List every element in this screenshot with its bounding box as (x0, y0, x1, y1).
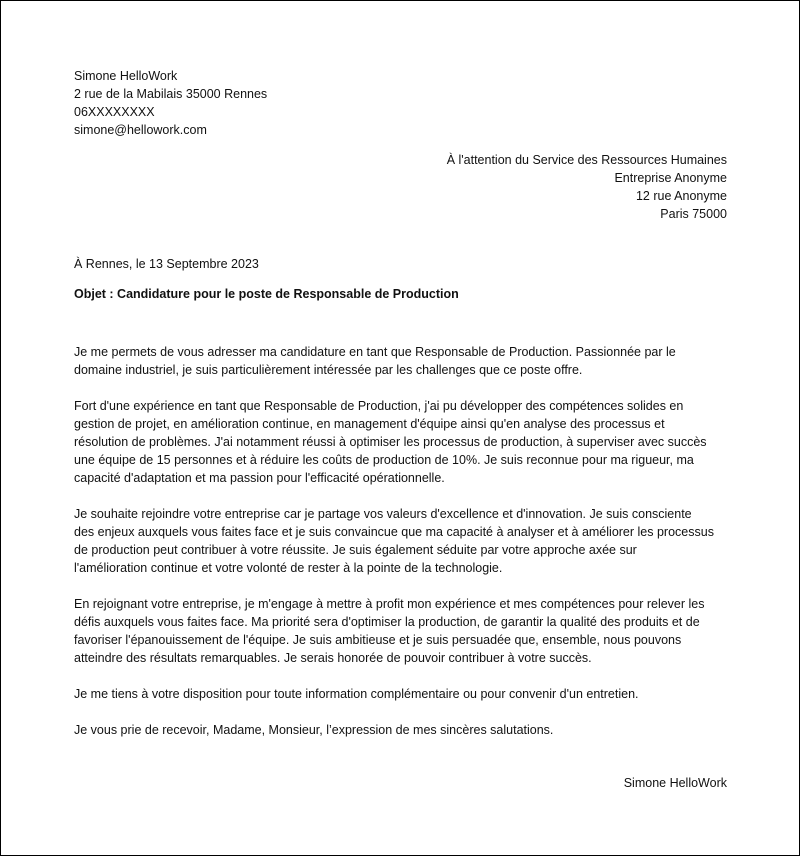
paragraph-line: favoriser l'épanouissement de l'équipe. Je suis ambitieuse et je suis persuadée que, ensemble, nous pouvons (74, 633, 682, 647)
paragraph-line: résolution de problèmes. J'ai notamment réussi à optimiser les processus de production, à superviser avec succès (74, 435, 707, 449)
recipient-company: Entreprise Anonyme (614, 171, 727, 185)
letter-signature: Simone HelloWork (623, 776, 727, 790)
sender-block (74, 67, 267, 139)
paragraph-line: des enjeux auxquels vous faites face et je suis convaincue que ma capacité à analyser et à améliorer les processus (74, 525, 714, 539)
recipient-city: Paris 75000 (660, 207, 727, 221)
sender-email: simone@hellowork.com (74, 123, 207, 137)
paragraph-line: capacité d'adaptation et ma passion pour l'efficacité opérationnelle. (74, 471, 445, 485)
paragraph-line: Je me tiens à votre disposition pour toute information complémentaire ou pour convenir d'un entretien. (74, 687, 639, 701)
paragraph-line: l'amélioration continue et votre volonté de rester à la pointe de la technologie. (74, 561, 503, 575)
paragraph-motivation (74, 505, 734, 577)
paragraph-line: gestion de projet, en amélioration continue, en management d'équipe ainsi qu'en analyse des processus et (74, 417, 665, 431)
sender-name: Simone HelloWork (74, 69, 178, 83)
recipient-block (447, 151, 727, 223)
sender-phone: 06XXXXXXXX (74, 105, 155, 119)
paragraph-line: domaine industriel, je suis particulièrement intéressée par les challenges que ce poste offre. (74, 363, 583, 377)
paragraph-line: Je souhaite rejoindre votre entreprise car je partage vos valeurs d'excellence et d'innovation. Je suis consciente (74, 507, 692, 521)
recipient-attention: À l'attention du Service des Ressources Humaines (446, 153, 727, 167)
paragraph-closing (74, 721, 734, 739)
letter-date: À Rennes, le 13 Septembre 2023 (74, 257, 259, 271)
recipient-street: 12 rue Anonyme (635, 189, 727, 203)
paragraph-line: Fort d'une expérience en tant que Responsable de Production, j'ai pu développer des compétences solides en (74, 399, 684, 413)
letter-subject: Objet : Candidature pour le poste de Responsable de Production (74, 287, 459, 301)
paragraph-line: Je vous prie de recevoir, Madame, Monsieur, l’expression de mes sincères salutations. (74, 723, 554, 737)
paragraph-intro (74, 343, 734, 379)
sender-address: 2 rue de la Mabilais 35000 Rennes (74, 87, 268, 101)
paragraph-line: En rejoignant votre entreprise, je m'engage à mettre à profit mon expérience et mes compétences pour relever les (74, 597, 705, 611)
paragraph-line: une équipe de 15 personnes et à réduire les coûts de production de 10%. Je suis reconnue pour ma rigueur, ma (74, 453, 694, 467)
paragraph-line: Je me permets de vous adresser ma candidature en tant que Responsable de Production. Passionnée par le (74, 345, 676, 359)
paragraph-availability (74, 685, 734, 703)
paragraph-commitment (74, 595, 734, 667)
paragraph-line: défis auxquels vous faites face. Ma priorité sera d'optimiser la production, de garantir la qualité des produits et de (74, 615, 700, 629)
paragraph-line: de production peut contribuer à votre réussite. Je suis également séduite par votre approche axée sur (74, 543, 637, 557)
paragraph-line: atteindre des résultats remarquables. Je serais honorée de pouvoir contribuer à votre succès. (74, 651, 592, 665)
paragraph-experience (74, 397, 734, 487)
